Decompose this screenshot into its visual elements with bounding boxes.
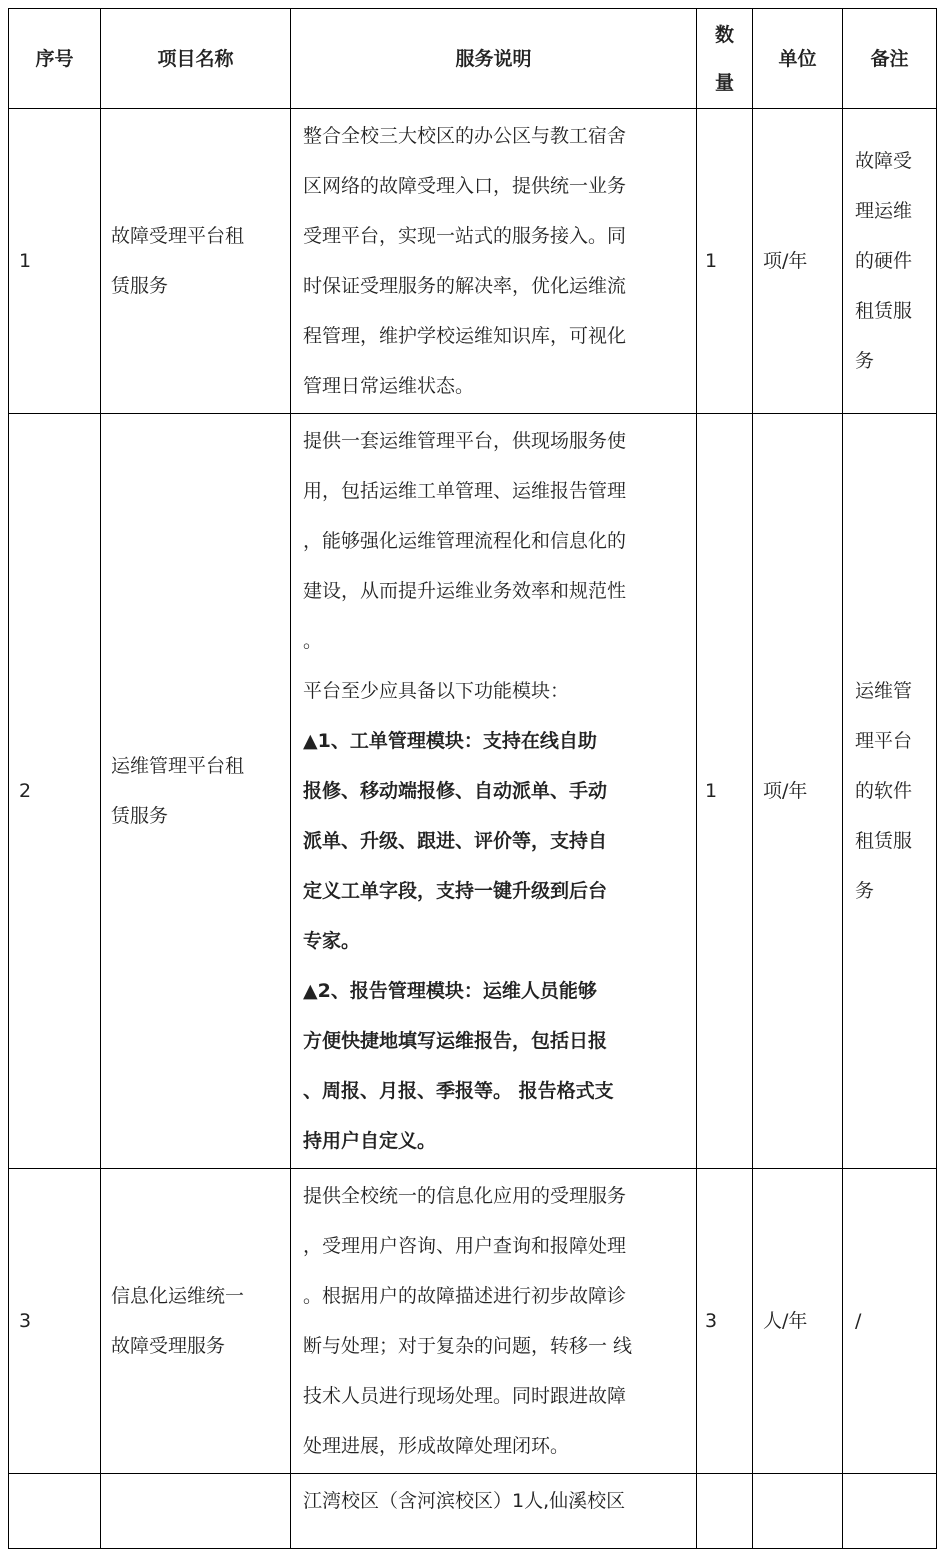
cell-no (9, 1474, 101, 1549)
name-line: 信息化运维统一 (111, 1285, 245, 1307)
cell-note (843, 414, 937, 1169)
desc-line: 。 (303, 630, 323, 652)
cell-no: 2 (9, 414, 101, 1169)
desc-line: 用，包括运维工单管理、运维报告管理 (303, 480, 627, 502)
header-name: 项目名称 (101, 9, 291, 109)
cell-name (101, 1474, 291, 1549)
desc-line: 提供全校统一的信息化应用的受理服务 (303, 1185, 627, 1207)
desc-bold-line: ▲1、工单管理模块：支持在线自助 (303, 730, 597, 752)
desc-line: 时保证受理服务的解决率，优化运维流 (303, 275, 627, 297)
note-line: 租赁服 (855, 830, 913, 852)
desc-line: 平台至少应具备以下功能模块： (303, 680, 570, 702)
cell-qty: 1 (697, 109, 753, 414)
desc-bold-line: 、周报、月报、季报等。 报告格式支 (303, 1080, 614, 1102)
header-row (9, 9, 937, 109)
service-table (8, 8, 937, 1549)
cell-unit (753, 1474, 843, 1549)
desc-line: 处理进展，形成故障处理闭环。 (303, 1435, 570, 1457)
cell-note (843, 1169, 937, 1474)
cell-note (843, 109, 937, 414)
note-line: 务 (855, 350, 875, 372)
cell-qty: 1 (697, 414, 753, 1169)
note-line: 的硬件 (855, 250, 913, 272)
table-row (9, 109, 937, 414)
cell-unit: 人/年 (753, 1169, 843, 1474)
name-line: 运维管理平台租 (111, 755, 245, 777)
desc-bold-line: 持用户自定义。 (303, 1130, 437, 1152)
note-line: 务 (855, 880, 875, 902)
table-row (9, 414, 937, 1169)
header-qty-line2: 量 (714, 71, 734, 94)
desc-line: ，能够强化运维管理流程化和信息化的 (303, 530, 627, 552)
header-desc: 服务说明 (291, 9, 697, 109)
cell-unit: 项/年 (753, 109, 843, 414)
desc-line: 技术人员进行现场处理。同时跟进故障 (303, 1385, 627, 1407)
header-qty (697, 9, 753, 109)
desc-bold-line: 派单、升级、跟进、评价等，支持自 (303, 830, 608, 852)
note-line: 租赁服 (855, 300, 913, 322)
desc-bold-line: 方便快捷地填写运维报告，包括日报 (303, 1030, 608, 1052)
cell-qty (697, 1474, 753, 1549)
cell-qty: 3 (697, 1169, 753, 1474)
desc-line: 建设，从而提升运维业务效率和规范性 (303, 580, 627, 602)
desc-bold-line: ▲2、报告管理模块：运维人员能够 (303, 980, 597, 1002)
desc-line: 程管理，维护学校运维知识库，可视化 (303, 325, 627, 347)
desc-line: 提供一套运维管理平台，供现场服务使 (303, 430, 627, 452)
header-note: 备注 (843, 9, 937, 109)
note-line: 理运维 (855, 200, 913, 222)
desc-bold-line: 专家。 (303, 930, 361, 952)
name-line: 故障受理服务 (111, 1335, 226, 1357)
header-no: 序号 (9, 9, 101, 109)
table-row (9, 1169, 937, 1474)
desc-line: 管理日常运维状态。 (303, 375, 475, 397)
desc-line: 整合全校三大校区的办公区与教工宿舍 (303, 125, 627, 147)
note-line: / (855, 1310, 862, 1332)
note-line: 故障受 (855, 150, 913, 172)
cell-note (843, 1474, 937, 1549)
desc-line: 江湾校区（含河滨校区）1人,仙溪校区 (303, 1490, 626, 1512)
desc-line: 区网络的故障受理入口，提供统一业务 (303, 175, 627, 197)
desc-line: 断与处理；对于复杂的问题，转移一 线 (303, 1335, 633, 1357)
table-row (9, 1474, 937, 1549)
cell-no: 1 (9, 109, 101, 414)
cell-name (101, 414, 291, 1169)
desc-bold-line: 报修、移动端报修、自动派单、手动 (303, 780, 608, 802)
cell-name (101, 109, 291, 414)
note-line: 理平台 (855, 730, 913, 752)
cell-desc (291, 109, 697, 414)
cell-desc (291, 414, 697, 1169)
name-line: 故障受理平台租 (111, 225, 245, 247)
cell-name (101, 1169, 291, 1474)
header-unit: 单位 (753, 9, 843, 109)
desc-bold-line: 定义工单字段，支持一键升级到后台 (303, 880, 608, 902)
name-line: 赁服务 (111, 275, 169, 297)
cell-no: 3 (9, 1169, 101, 1474)
desc-line: 受理平台，实现一站式的服务接入。同 (303, 225, 627, 247)
note-line: 运维管 (855, 680, 913, 702)
desc-line: 。根据用户的故障描述进行初步故障诊 (303, 1285, 627, 1307)
cell-desc (291, 1169, 697, 1474)
desc-line: ，受理用户咨询、用户查询和报障处理 (303, 1235, 627, 1257)
cell-unit: 项/年 (753, 414, 843, 1169)
cell-desc (291, 1474, 697, 1549)
note-line: 的软件 (855, 780, 913, 802)
name-line: 赁服务 (111, 805, 169, 827)
header-qty-line1: 数 (714, 23, 734, 46)
